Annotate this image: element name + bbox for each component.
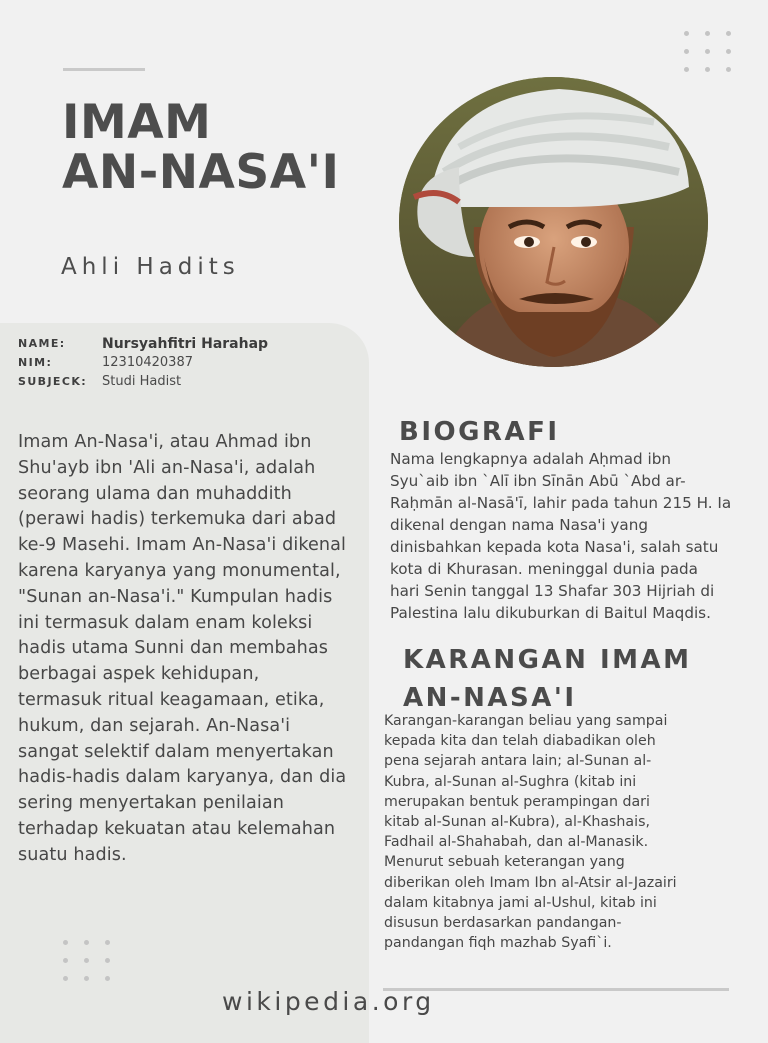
title-line-2: AN-NASA'I	[62, 145, 340, 200]
subject-value: Studi Hadist	[102, 374, 182, 389]
nim-row	[18, 353, 268, 372]
name-value: Nursyahfitri Harahap	[102, 335, 269, 352]
subject-row	[18, 372, 268, 391]
karangan-text: Karangan-karangan beliau yang sampai kepada kita dan telah diabadikan oleh pena sejarah antara lain; al-Sunan al-Kubra, al-Sunan al-Sughra (kitab ini merupakan bentuk perampingan dari kitab al-Sunan al-Kubra), al-Khashais, Fadhail al-Shahabah, dan al-Manasik. Menurut sebuah keterangan yang diberikan oleh Imam Ibn al-Atsir al-Jazairi dalam kitabnya jami al-Ushul, kitab ini disusun berdasarkan pandangan-pandangan fiqh mazhab Syafi`i.	[384, 713, 677, 952]
name-label: NAME:	[18, 337, 66, 350]
nim-value: 12310420387	[102, 355, 193, 370]
subject-label: SUBJECK:	[18, 375, 88, 388]
name-row	[18, 334, 268, 353]
intro-paragraph: Imam An-Nasa'i, atau Ahmad ibn Shu'ayb ibn 'Ali an-Nasa'i, adalah seorang ulama dan muhaddith (perawi hadis) terkemuka dari abad ke-9 Masehi. Imam An-Nasa'i dikenal karena karyanya yang monumental, "Sunan an-Nasa'i." Kumpulan hadis ini termasuk dalam enam koleksi hadis utama Sunni dan membahas berbagai aspek kehidupan, termasuk ritual keagamaan, etika, hukum, dan sejarah. An-Nasa'i sangat selektif dalam menyertakan hadis-hadis dalam karyanya, dan dia sering menyertakan penilaian terhadap kekuatan atau kelemahan suatu hadis.	[18, 432, 347, 865]
dot-grid-decoration-bottom	[63, 940, 110, 981]
biografi-heading: BIOGRAFI	[399, 417, 560, 447]
biografi-text: Nama lengkapnya adalah Aḥmad ibn Syu`aib ibn `Alī ibn Sīnān Abū `Abd ar-Raḥmān al-Nasā'ī, lahir pada tahun 215 H. Ia dikenal dengan nama Nasa'i yang dinisbahkan kepada kota Nasa'i, salah satu kota di Khurasan. meninggal dunia pada hari Senin tanggal 13 Shafar 303 Hijriah di Palestina lalu dikuburkan di Baitul Maqdis.	[390, 450, 732, 622]
dot-grid-decoration	[684, 31, 731, 72]
page-subtitle: Ahli Hadits	[61, 254, 240, 280]
portrait-image	[399, 77, 708, 367]
bottom-divider	[383, 988, 729, 991]
nim-label: NIM:	[18, 356, 53, 369]
karangan-heading: KARANGAN IMAM AN-NASA'I	[403, 645, 692, 713]
page-title	[62, 95, 340, 200]
source-footer: wikipedia.org	[222, 987, 435, 1016]
title-line-1: IMAM	[62, 95, 212, 150]
student-info	[18, 334, 268, 391]
top-divider	[63, 68, 145, 71]
